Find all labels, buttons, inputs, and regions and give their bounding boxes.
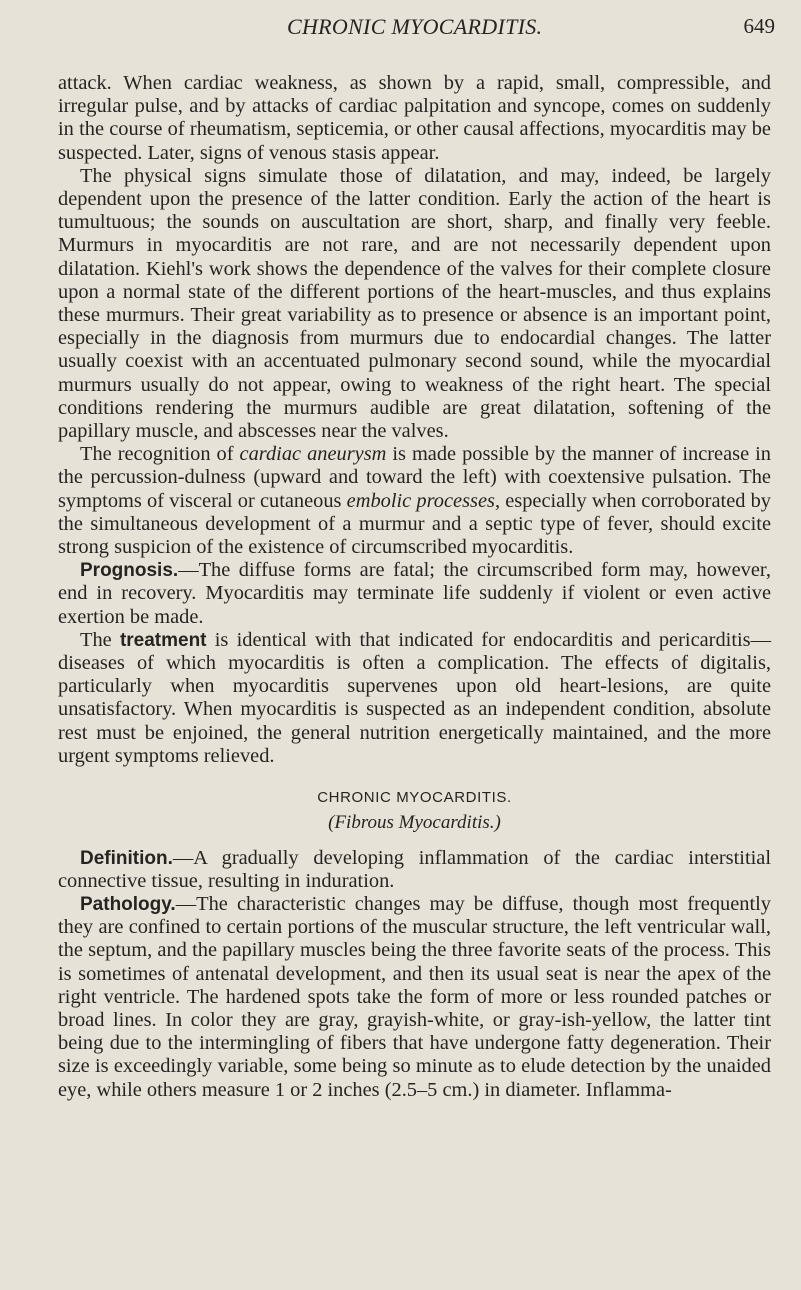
- paragraph-attack: attack. When cardiac weakness, as shown by a rapid, small, compressible, and irregular pulse, and by attacks of cardiac palpitation and syncope, comes on suddenly in the course of rheumatism, septicemia, or other causal affections, myocarditis may be suspected. Later, signs of venous stasis appear.: [58, 72, 771, 164]
- body-text: [58, 72, 771, 1102]
- treatment-heading: treatment: [119, 629, 207, 651]
- term-embolic-processes: embolic processes: [346, 489, 495, 512]
- definition-heading: Definition.: [80, 847, 173, 869]
- paragraph-definition: Definition.—A gradually developing inflammation of the cardiac interstitial connective tissue, resulting in induration.: [58, 846, 771, 892]
- paragraph-cardiac-aneurysm: The recognition of cardiac aneurysm is made possible by the manner of increase in the percussion-dulness (upward and toward the left) with coextensive pulsation. The symptoms of visceral or cutaneous embolic processes, especially when corroborated by the simultaneous development of a murmur and a septic type of fever, should excite strong suspicion of the existence of circumscribed myocarditis.: [58, 443, 772, 559]
- pathology-heading: Pathology.: [80, 893, 176, 915]
- paragraph-treatment: The treatment is identical with that indicated for endocarditis and pericarditis—diseases of which myocarditis is often a complication. The effects of digitalis, particularly when myocarditis supervenes upon old heart-lesions, are quite unsatisfactory. When myocarditis is suspected as an independent condition, absolute rest must be enjoined, the general nutrition energetically maintained, and the more urgent symptoms relieved.: [58, 628, 771, 767]
- paragraph-pathology: Pathology.—The characteristic changes may be diffuse, though most frequently they are confined to certain portions of the muscular structure, the left ventricular wall, the septum, and the papillary muscles being the three favorite seats of the process. This is sometimes of antenatal development, and then its usual seat is near the apex of the right ventricle. The hardened spots take the form of more or less rounded patches or broad lines. In color they are gray, grayish-white, or gray-ish-yellow, the latter tint being due to the intermingling of fibers that have undergone fatty degeneration. Their size is exceedingly variable, some being so minute as to elude detection by the unaided eye, while others measure 1 or 2 inches (2.5–5 cm.) in diameter. Inflamma-: [58, 892, 771, 1101]
- section-heading: CHRONIC MYOCARDITIS.: [317, 789, 512, 807]
- page-number: 649: [743, 14, 775, 38]
- term-cardiac-aneurysm: cardiac aneurysm: [239, 443, 387, 466]
- running-head: [0, 12, 801, 46]
- prognosis-heading: Prognosis.: [80, 560, 179, 582]
- running-title: CHRONIC MYOCARDITIS.: [287, 14, 543, 39]
- section-subheading: (Fibrous Myocarditis.): [328, 812, 501, 834]
- paragraph-physical-signs: The physical signs simulate those of dilatation, and may, indeed, be largely dependent upon the presence of the latter condition. Early the action of the heart is tumultuous; the sounds on auscultation are short, sharp, and finally very feeble. Murmurs in myocarditis are not rare, and are not necessarily dependent upon dilatation. Kiehl's work shows the dependence of the valves for their complete closure upon a normal state of the different portions of the heart-muscles, and thus explains these murmurs. Their great variability as to presence or absence is an important point, especially in the diagnosis from murmurs due to endocardial changes. The latter usually coexist with an accentuated pulmonary second sound, while the myocardial murmurs usually do not appear, owing to weakness of the right heart. The special conditions rendering the murmurs audible are great dilatation, softening of the papillary muscle, and abscesses near the valves.: [58, 164, 771, 443]
- paragraph-prognosis: Prognosis.—The diffuse forms are fatal; the circumscribed form may, however, end in recovery. Myocarditis may terminate life suddenly if violent or even active exertion be made.: [58, 559, 771, 628]
